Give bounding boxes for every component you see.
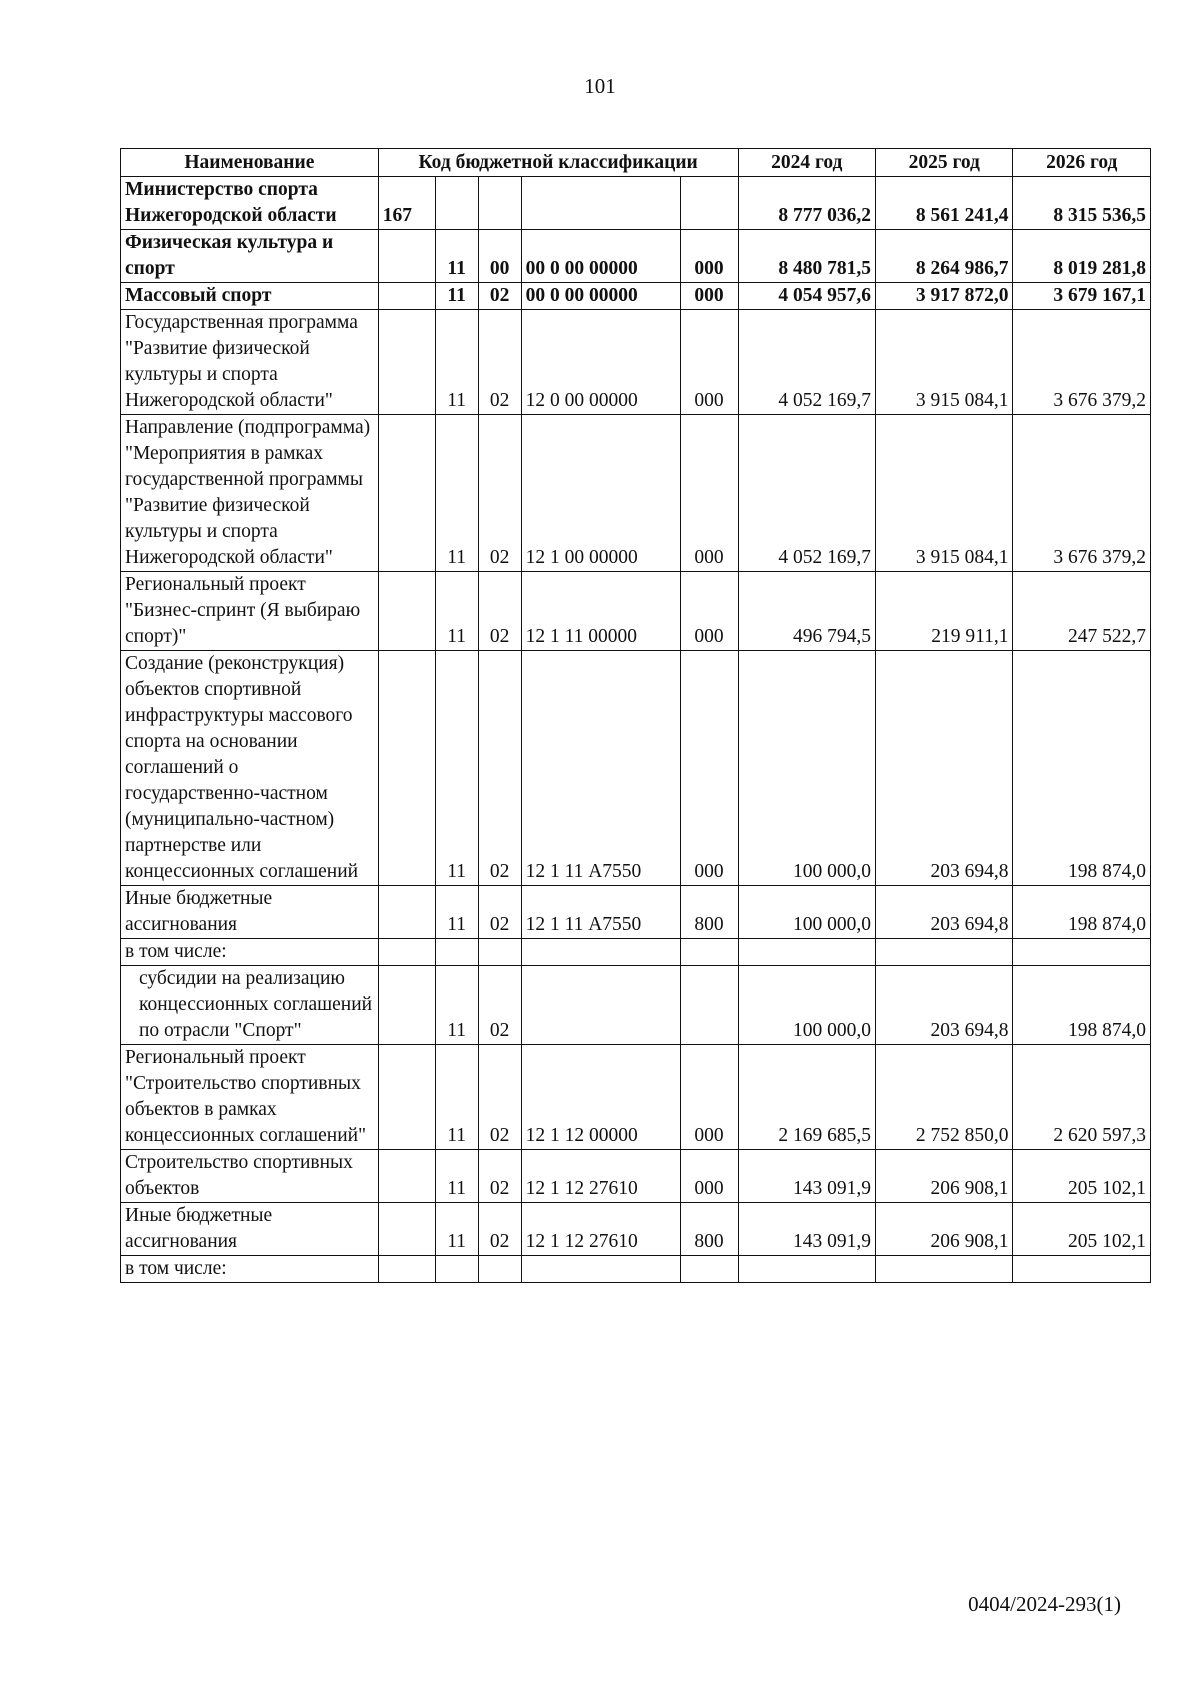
cell-2026: 8 019 281,8 xyxy=(1013,230,1151,283)
cell-2024: 496 794,5 xyxy=(738,572,875,651)
cell-section: 11 xyxy=(435,230,478,283)
table-row xyxy=(121,1256,1151,1283)
cell-expense-type: 000 xyxy=(680,1045,738,1150)
table-row xyxy=(121,966,1151,1045)
cell-2025: 3 915 084,1 xyxy=(876,415,1013,572)
cell-2024: 143 091,9 xyxy=(738,1150,875,1203)
cell-target-article xyxy=(521,939,680,966)
table-row xyxy=(121,1045,1151,1150)
table-row xyxy=(121,283,1151,310)
cell-2024: 8 777 036,2 xyxy=(738,177,875,230)
cell-section: 11 xyxy=(435,572,478,651)
table-row xyxy=(121,230,1151,283)
cell-name: Создание (реконструкция) объектов спортивной инфраструктуры массового спорта на основании соглашений о государственно-частном (муниципально-частном) партнерстве или концессионных соглашений xyxy=(121,651,379,886)
cell-ministry-code xyxy=(378,283,435,310)
cell-expense-type: 800 xyxy=(680,886,738,939)
cell-2026 xyxy=(1013,939,1151,966)
cell-2026 xyxy=(1013,1256,1151,1283)
cell-2025: 219 911,1 xyxy=(876,572,1013,651)
cell-2025: 203 694,8 xyxy=(876,966,1013,1045)
cell-expense-type: 000 xyxy=(680,230,738,283)
cell-ministry-code xyxy=(378,1150,435,1203)
cell-expense-type xyxy=(680,939,738,966)
cell-expense-type xyxy=(680,966,738,1045)
cell-section: 11 xyxy=(435,310,478,415)
cell-2026: 198 874,0 xyxy=(1013,886,1151,939)
cell-subsection: 02 xyxy=(478,283,521,310)
cell-subsection: 02 xyxy=(478,415,521,572)
cell-name: в том числе: xyxy=(121,939,379,966)
cell-subsection: 02 xyxy=(478,886,521,939)
cell-2025: 3 915 084,1 xyxy=(876,310,1013,415)
cell-name-text: субсидии на реализацию концессионных соглашений по отрасли "Спорт" xyxy=(139,968,373,1041)
cell-section: 11 xyxy=(435,966,478,1045)
cell-expense-type: 000 xyxy=(680,651,738,886)
cell-target-article xyxy=(521,177,680,230)
cell-name: Массовый спорт xyxy=(121,283,379,310)
header-name: Наименование xyxy=(121,149,379,177)
cell-section: 11 xyxy=(435,283,478,310)
cell-2025 xyxy=(876,939,1013,966)
cell-target-article xyxy=(521,1256,680,1283)
cell-target-article: 00 0 00 00000 xyxy=(521,283,680,310)
cell-section xyxy=(435,1256,478,1283)
cell-ministry-code xyxy=(378,966,435,1045)
cell-ministry-code xyxy=(378,415,435,572)
cell-name: Региональный проект "Бизнес-спринт (Я выбираю спорт)" xyxy=(121,572,379,651)
cell-expense-type: 000 xyxy=(680,572,738,651)
header-2026: 2026 год xyxy=(1013,149,1151,177)
cell-section: 11 xyxy=(435,651,478,886)
cell-ministry-code xyxy=(378,886,435,939)
cell-name: Направление (подпрограмма) "Мероприятия в рамках государственной программы "Развитие физической культуры и спорта Нижегородской области" xyxy=(121,415,379,572)
cell-target-article xyxy=(521,966,680,1045)
cell-section xyxy=(435,177,478,230)
table-row xyxy=(121,177,1151,230)
cell-section: 11 xyxy=(435,415,478,572)
cell-2025: 206 908,1 xyxy=(876,1150,1013,1203)
cell-2026: 2 620 597,3 xyxy=(1013,1045,1151,1150)
table-row xyxy=(121,886,1151,939)
table-body xyxy=(121,177,1151,1283)
cell-2026: 3 676 379,2 xyxy=(1013,415,1151,572)
cell-target-article: 12 1 12 27610 xyxy=(521,1203,680,1256)
document-code: 0404/2024-293(1) xyxy=(968,1592,1121,1616)
cell-expense-type: 000 xyxy=(680,310,738,415)
cell-2026: 247 522,7 xyxy=(1013,572,1151,651)
cell-2026: 205 102,1 xyxy=(1013,1150,1151,1203)
cell-target-article: 00 0 00 00000 xyxy=(521,230,680,283)
table-row xyxy=(121,572,1151,651)
table-row xyxy=(121,415,1151,572)
cell-subsection: 02 xyxy=(478,310,521,415)
cell-2024: 8 480 781,5 xyxy=(738,230,875,283)
cell-subsection: 02 xyxy=(478,651,521,886)
cell-2024: 4 054 957,6 xyxy=(738,283,875,310)
cell-name: Иные бюджетные ассигнования xyxy=(121,886,379,939)
cell-2026: 198 874,0 xyxy=(1013,651,1151,886)
cell-expense-type: 800 xyxy=(680,1203,738,1256)
cell-2024: 143 091,9 xyxy=(738,1203,875,1256)
cell-2025: 203 694,8 xyxy=(876,651,1013,886)
cell-2026: 3 676 379,2 xyxy=(1013,310,1151,415)
cell-ministry-code: 167 xyxy=(378,177,435,230)
cell-subsection: 02 xyxy=(478,572,521,651)
cell-name: Иные бюджетные ассигнования xyxy=(121,1203,379,1256)
cell-target-article: 12 1 12 00000 xyxy=(521,1045,680,1150)
cell-2024: 100 000,0 xyxy=(738,651,875,886)
cell-name: Государственная программа "Развитие физической культуры и спорта Нижегородской области" xyxy=(121,310,379,415)
cell-ministry-code xyxy=(378,939,435,966)
cell-2024: 100 000,0 xyxy=(738,886,875,939)
cell-name: Министерство спорта Нижегородской области xyxy=(121,177,379,230)
cell-section: 11 xyxy=(435,1150,478,1203)
cell-2025: 203 694,8 xyxy=(876,886,1013,939)
cell-2024: 2 169 685,5 xyxy=(738,1045,875,1150)
cell-ministry-code xyxy=(378,1256,435,1283)
table-row xyxy=(121,310,1151,415)
cell-expense-type xyxy=(680,1256,738,1283)
cell-2025: 206 908,1 xyxy=(876,1203,1013,1256)
cell-2025: 8 561 241,4 xyxy=(876,177,1013,230)
cell-subsection: 02 xyxy=(478,1203,521,1256)
cell-2026: 8 315 536,5 xyxy=(1013,177,1151,230)
cell-2024 xyxy=(738,1256,875,1283)
cell-subsection xyxy=(478,939,521,966)
cell-expense-type xyxy=(680,177,738,230)
budget-table xyxy=(120,148,1151,1283)
cell-expense-type: 000 xyxy=(680,1150,738,1203)
cell-ministry-code xyxy=(378,651,435,886)
header-2025: 2025 год xyxy=(876,149,1013,177)
table-row xyxy=(121,1203,1151,1256)
cell-name: в том числе: xyxy=(121,1256,379,1283)
cell-name: Региональный проект "Строительство спортивных объектов в рамках концессионных соглашений" xyxy=(121,1045,379,1150)
cell-ministry-code xyxy=(378,572,435,651)
cell-target-article: 12 1 00 00000 xyxy=(521,415,680,572)
cell-subsection xyxy=(478,1256,521,1283)
cell-name: Строительство спортивных объектов xyxy=(121,1150,379,1203)
cell-2026: 205 102,1 xyxy=(1013,1203,1151,1256)
cell-2024: 100 000,0 xyxy=(738,966,875,1045)
cell-section: 11 xyxy=(435,886,478,939)
header-budget-code: Код бюджетной классификации xyxy=(378,149,738,177)
cell-target-article: 12 0 00 00000 xyxy=(521,310,680,415)
cell-subsection xyxy=(478,177,521,230)
cell-target-article: 12 1 11 А7550 xyxy=(521,651,680,886)
cell-2025: 3 917 872,0 xyxy=(876,283,1013,310)
cell-ministry-code xyxy=(378,230,435,283)
cell-section: 11 xyxy=(435,1045,478,1150)
cell-target-article: 12 1 11 00000 xyxy=(521,572,680,651)
cell-2025 xyxy=(876,1256,1013,1283)
cell-name: Физическая культура и спорт xyxy=(121,230,379,283)
cell-subsection: 02 xyxy=(478,966,521,1045)
cell-2026: 3 679 167,1 xyxy=(1013,283,1151,310)
cell-2024 xyxy=(738,939,875,966)
cell-ministry-code xyxy=(378,1203,435,1256)
cell-2026: 198 874,0 xyxy=(1013,966,1151,1045)
cell-2024: 4 052 169,7 xyxy=(738,310,875,415)
cell-2024: 4 052 169,7 xyxy=(738,415,875,572)
cell-section: 11 xyxy=(435,1203,478,1256)
cell-subsection: 02 xyxy=(478,1045,521,1150)
header-2024: 2024 год xyxy=(738,149,875,177)
cell-expense-type: 000 xyxy=(680,283,738,310)
table-row xyxy=(121,651,1151,886)
cell-2025: 8 264 986,7 xyxy=(876,230,1013,283)
page-number: 101 xyxy=(584,74,616,98)
cell-section xyxy=(435,939,478,966)
table-row xyxy=(121,1150,1151,1203)
table-row xyxy=(121,939,1151,966)
cell-expense-type: 000 xyxy=(680,415,738,572)
cell-2025: 2 752 850,0 xyxy=(876,1045,1013,1150)
cell-target-article: 12 1 11 А7550 xyxy=(521,886,680,939)
cell-ministry-code xyxy=(378,310,435,415)
table-header-row xyxy=(121,149,1151,177)
cell-subsection: 02 xyxy=(478,1150,521,1203)
cell-name xyxy=(121,966,379,1045)
cell-ministry-code xyxy=(378,1045,435,1150)
cell-target-article: 12 1 12 27610 xyxy=(521,1150,680,1203)
cell-subsection: 00 xyxy=(478,230,521,283)
